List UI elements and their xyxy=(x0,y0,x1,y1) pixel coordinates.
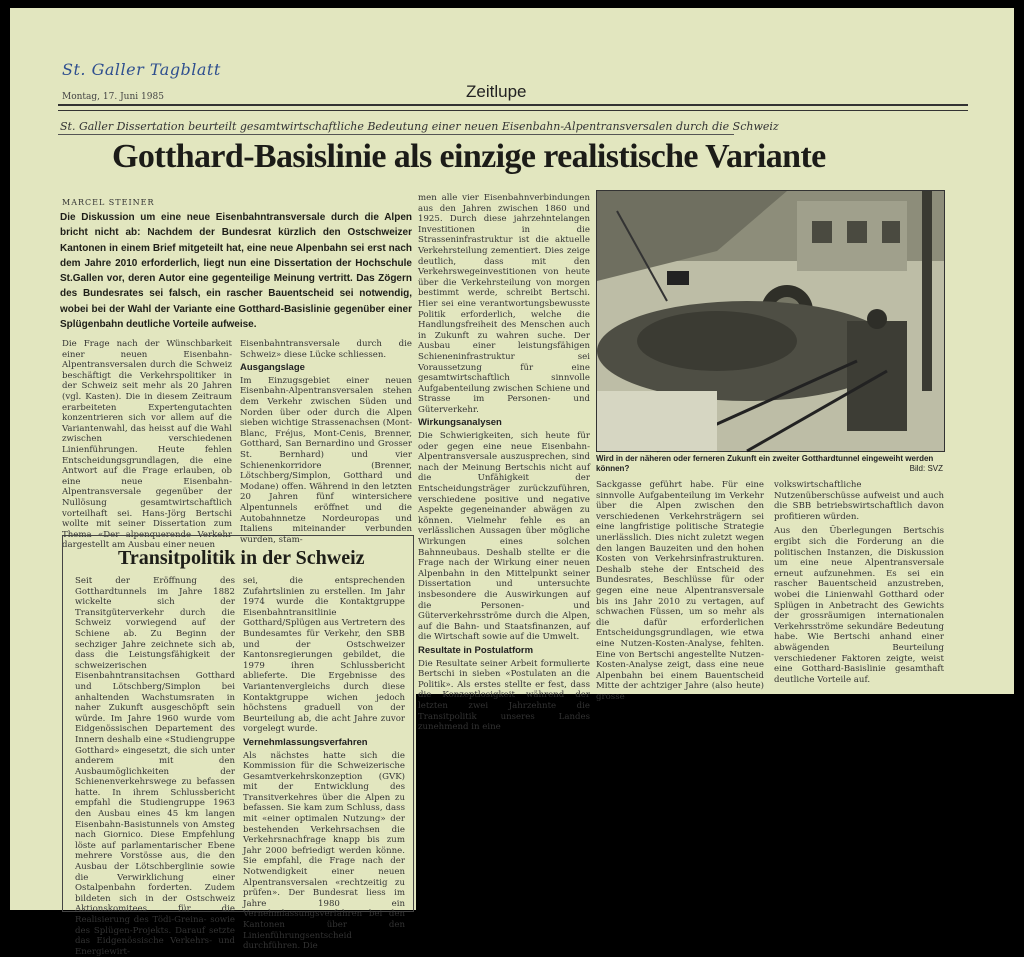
article-text: Im Einzugsgebiet einer neuen Eisenbahn-Alpentransversalen stehen dem Verkehr zwischen Süden und Norden über oder durch die Alpen sieben wichtige Strassenachsen (Mont-Blanc, Fréjus, Mont-Cenis, Brenner, Gotthard, San Bernardino und Grosser St. Bernhard) und vier Schienenkorridore (Brenner, Lötschberg/Simplon, Gotthard und Modane) offen. Während in den letzten 20 Jahren fünf wintersichere Alpentunnels eröffnet und die Autobahnnetze Nordeuropas und Italiens miteinander verbunden wurden, stam- xyxy=(240,375,412,545)
sidebar-text: Als nächstes hatte sich die Kommission für die Schweizerische Gesamtverkehrskonzeption (GVK) mit der Entwicklung des Transitverkehres über die Alpen zu befassen. Sie kam zum Schluss, dass mit «einer optimalen Nutzung» der bestehenden Verkehrsachsen die Verkehrsnachfrage knapp bis zum Jahr 2000 befriedigt werden könne. Sie empfahl, die Frage nach der Notwendigkeit einer neuen Alpentransversalen «rechtzeitig zu prüfen». Der Bundesrat liess im Jahre 1980 ein Vernehmlassungsverfahren bei den Kantonen über den Linienführungsentscheid durchführen. Die xyxy=(243,750,405,952)
article-column-3 xyxy=(418,193,590,733)
article-text: volkswirtschaftliche Nutzenüberschüsse aufweist und auch die SBB betriebswirtschaftlich davon profitieren würden. xyxy=(774,480,944,522)
subheading: Ausgangslage xyxy=(240,362,305,374)
article-text: men alle vier Eisenbahnverbindungen aus den Jahren zwischen 1860 und 1925. Durch diese jahrzehntelangen Investitionen in die Strasseninfrastruktur ist die aktuelle Verkehrsteilung zementiert. Dies zeige deutlich, dass mit den Verkehrswegeinvestitionen von heute über die Verkehrsteilung von morgen bestimmt werde, schreibt Bertschi. Hier sei eine verantwortungsbewusste Politik erforderlich, welche die Handlungsfreiheit des Menschen auch in Zukunft zu wahren suche. Der Ausbau einer leistungsfähigen Schieneninfrastruktur sei Voraussetzung für eine gesamtwirtschaftlich sinnvolle Aufgabenteilung zwischen Schiene und Strasse im Personen- und Güterverkehr. xyxy=(418,193,590,415)
sidebar-text: Seit der Eröffnung des Gotthardtunnels im Jahre 1882 wickelte sich der Transitgüterverkehr durch die Schweiz vorwiegend auf der Schiene ab. Zu Beginn der sechziger Jahre zeichnete sich ab, dass die Leistungsfähigkeit der schweizerischen Eisenbahntransitachsen Gotthard und Lötschberg/Simplon bei anhaltenden Wachstumsraten in naher Zukunft ausgeschöpft sein würde. Im Jahre 1960 wurde vom Eidgenössischen Departement des Innern deshalb eine «Studiengruppe Gotthard» eingesetzt, die sich unter anderem mit den Ausbaumöglichkeiten der Schienenverkehrswege zu befassen hatte. In ihrem Schlussbericht empfahl die Studiengruppe 1963 den Ausbau eines 45 km langen Eisenbahn-Basistunnels von Amsteg nach Giornico. Diese Empfehlung löste auf parlamentarischer Ebene mehrere Vorstösse aus, die den Ausbau der Lötschberglinie sowie die Verwirklichung einer Ostalpenbahn forderten. Zudem bildeten sich in der Ostschweiz Aktionskomitees für die Realisierung des Tödi-Greina- sowie des Splügen-Projekts. Darauf setzte das Eidgenössische Verkehrs- und Energiewirt- xyxy=(75,576,235,957)
sidebar-title: Transitpolitik in der Schweiz xyxy=(118,547,365,569)
headline: Gotthard-Basislinie als einzige realistische Variante xyxy=(112,138,826,175)
article-text: Die Resultate seiner Arbeit formulierte Bertschi in sieben «Postulaten an die Politik». Als erstes stellte er fest, dass die Konzeptlosigkeit während der letzten zwei Jahrzehnte die Transitpolitik unseres Landes zunehmend in eine xyxy=(418,658,590,733)
article-text: Aus den Überlegungen Bertschis ergibt sich die Forderung an die politischen Instanzen, die Diskussion um eine neue Alpentransversale erneut aufzunehmen. Es sei ein rascher Bauentscheid anzustreben, wobei die Linienwahl Gotthard oder Splügen in Anbetracht des Gewichts der grossräumigen internationalen Verkehrsströme sekundäre Bedeutung habe. Wie Bertschi anhand einer abwägenden Beurteilung verschiedener Faktoren zeigte, weist eine Gotthard-Basislinie gesamthaft deutliche Vorteile auf. xyxy=(774,526,944,685)
crowd-at-tunnel-photo xyxy=(597,191,944,451)
header-rule-thin xyxy=(58,110,968,111)
handwritten-source-note: St. Galler Tagblatt xyxy=(62,60,221,79)
section-title: Zeitlupe xyxy=(466,82,527,101)
dateline: Montag, 17. Juni 1985 xyxy=(62,92,164,102)
article-column-2 xyxy=(240,339,412,545)
subheading: Resultate in Postulatform xyxy=(418,644,534,656)
lead-paragraph: Die Diskussion um eine neue Eisenbahntransversale durch die Alpen bricht nicht ab: Nachdem der Bundesrat kürzlich den Ostschweizer Kantonen in einem Brief mitgeteilt hat, eine neue Alpenbahn sei erst nach dem Jahre 2010 erforderlich, liegt nun eine Dissertation der Hochschule St.Gallen vor, deren Autor eine gegenteilige Meinung vertritt. Das Zögern des Bundesrates sei falsch, ein rascher Bauentscheid sei notwendig, wobei bei der Wahl der Variante eine Gotthard-Basislinie gegenüber einer Splügenbahn deutliche Vorteile aufweise. xyxy=(60,212,412,331)
subheading: Wirkungsanalysen xyxy=(418,417,502,429)
photo-credit: Bild: SVZ xyxy=(909,464,943,473)
author-byline: MARCEL STEINER xyxy=(62,198,155,207)
sidebar-text: sei, die entsprechenden Zufahrtslinien zu erstellen. Im Jahr 1974 wurde die Kontaktgruppe Eisenbahntransitlinie Gotthard/Splügen aus Vertretern des Bundesamtes für Verkehr, den SBB und der Ostschweizer Kantonsregierungen gebildet, die 1979 ihren Schlussbericht ablieferte. Die Ergebnisse des Variantenvergleichs durch diese Kontaktgruppe wichen jedoch höchstens graduell von der Beurteilung ab, die acht Jahre zuvor vorgelegt wurde. xyxy=(243,576,405,735)
photo-caption xyxy=(596,454,943,474)
kicker: St. Galler Dissertation beurteilt gesamtwirtschaftliche Bedeutung einer neuen Eisenbahn-Alpentransversalen durch die Schweiz xyxy=(60,120,779,133)
article-text: Eisenbahntransversale durch die Schweiz» diese Lücke schliessen. xyxy=(240,339,412,360)
kicker-rule xyxy=(58,134,734,135)
header-rule xyxy=(58,104,968,106)
article-text: Die Frage nach der Wünschbarkeit einer neuen Eisenbahn-Alpentransversalen durch die Schweiz beschäftigt die Verkehrspolitiker in der Schweiz seit mehr als 20 Jahren (vgl. Kasten). Die in diesem Zeitraum erarbeiteten Expertengutachten konzentrieren sich vor allem auf die Variantenwahl, das heisst auf die Wahl zwischen verschiedenen Linienführungen. Heute fehlen Entscheidungsgrundlagen, die eine Antwort auf die Frage erlauben, ob eine neue Eisenbahn-Alpentransversale gegenüber der Nullösung gesamtwirtschaftlich vorteilhaft sei. Hans-Jörg Bertschi wollte mit seiner Dissertation zum Thema «Der alpenquerende Verkehr dargestellt am Ausbau einer neuen xyxy=(62,339,232,551)
news-photo xyxy=(596,190,945,452)
article-column-5 xyxy=(774,480,944,686)
article-column-4 xyxy=(596,480,764,702)
article-text: Die Schwierigkeiten, sich heute für oder gegen eine neue Eisenbahn-Alpentransversale auszusprechen, sind nach der Meinung Bertschis nicht auf die Unfähigkeit der Entscheidungsträger zurückzuführen, verschiedene positive und negative Aspekte gegeneinander abwägen zu können. Vielmehr fehle es an verlässlichen Aussagen über mögliche Wirkungen eines solchen Bahnneubaus. Deshalb stellte er die Frage nach der Wirkung einer neuen Alpenbahn in den Mittelpunkt seiner Dissertation und untersuchte insbesondere die Auswirkungen auf die Personen- und Güterverkehrsströme durch die Alpen, auf die Bahn- und Staatsfinanzen, auf die Wirtschaft sowie auf die Umwelt. xyxy=(418,431,590,643)
sidebar-column-2 xyxy=(243,576,405,952)
subheading: Vernehmlassungsverfahren xyxy=(243,736,368,748)
article-column-1 xyxy=(62,339,232,551)
caption-text: Wird in der näheren oder ferneren Zukunft ein zweiter Gotthardtunnel eingeweiht werden können? xyxy=(596,454,934,473)
sidebar-column-1 xyxy=(75,576,235,957)
article-text: Sackgasse geführt habe. Für eine sinnvolle Aufgabenteilung im Verkehr über die Alpen zwischen den verschiedenen Verkehrsträgern sei eine langfristige politische Strategie unerlässlich. Dies nicht zuletzt wegen den langen Bauzeiten und den hohen Kosten von Verkehrsinfrastrukturen. Deshalb stehe der Entscheid des Bundesrates, Beschlüsse für oder gegen eine neue Alpentransversale bis ins Jahr 2010 zu vertagen, auf schwachen Füssen, um so mehr als die dafür erforderlichen Entscheidungsgrundlagen, wie etwa eine Nutzen-Kosten-Analyse, fehlten. Eine von Bertschi angestellte Nutzen-Kosten-Analyse zeigt, dass eine neue Alpenbahn bei einem Bauentscheid Mitte der achtziger Jahre (also heute) grosse xyxy=(596,480,764,702)
